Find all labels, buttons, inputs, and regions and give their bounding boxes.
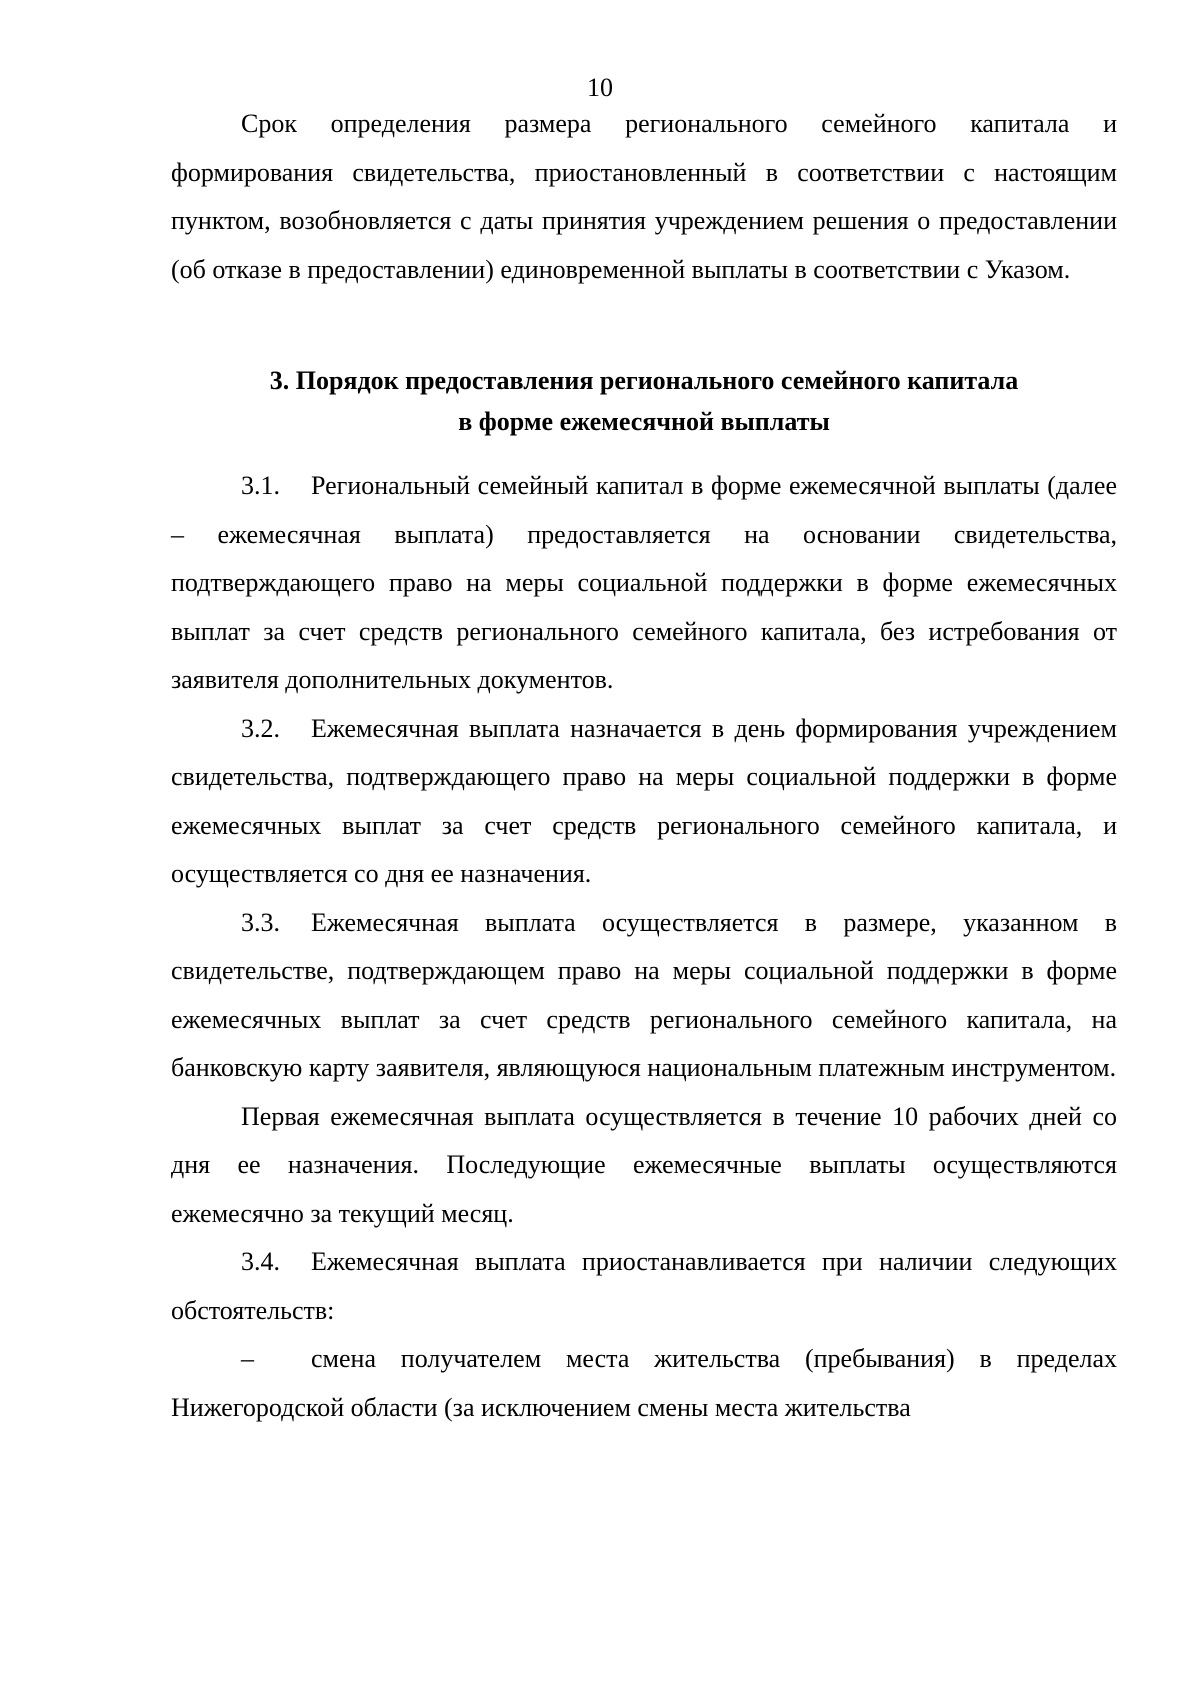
paragraph-3-3: [171, 899, 1117, 1093]
list-dash: –: [241, 1344, 254, 1373]
paragraph-3-2: [171, 705, 1117, 899]
list-item-dash: [171, 1335, 1117, 1432]
paragraph-number: 3.4.: [241, 1247, 280, 1276]
section-heading-line-2: в форме ежемесячной выплаты: [458, 407, 830, 436]
paragraph-first-payment: Первая ежемесячная выплата осуществляется в течение 10 рабочих дней со дня ее назначения. Последующие ежемесячные выплаты осуществляются ежемесячно за текущий месяц.: [171, 1101, 1117, 1228]
intro-paragraph: Срок определения размера регионального семейного капитала и формирования свидетельства, приостановленный в соответствии с настоящим пунктом, возобновляется с даты принятия учреждением решения о предоставлении (об отказе в предоставлении) единовременной выплаты в соответствии с Указом.: [171, 109, 1117, 284]
paragraph-text: Ежемесячная выплата осуществляется в размере, указанном в свидетельстве, подтверждающем право на меры социальной поддержки в форме ежемесячных выплат за счет средств регионального семейного капитала, на банковскую карту заявителя, являющуюся национальным платежным инструментом.: [171, 907, 1117, 1082]
paragraph-number: 3.1.: [241, 471, 280, 500]
paragraph-3-4: [171, 1238, 1117, 1335]
paragraph-text: Ежемесячная выплата приостанавливается при наличии следующих обстоятельств:: [171, 1247, 1117, 1325]
paragraph-3-1: [171, 462, 1117, 705]
paragraph-text: Ежемесячная выплата назначается в день формирования учреждением свидетельства, подтверждающего право на меры социальной поддержки в форме ежемесячных выплат за счет средств регионального семейного капитала, и осуществляется со дня ее назначения.: [171, 713, 1117, 888]
section-body: [171, 462, 1117, 1432]
paragraph-number: 3.2.: [241, 713, 280, 743]
intro-block: [171, 100, 1117, 294]
section-heading-line-1: 3. Порядок предоставления регионального семейного капитала: [269, 366, 1019, 395]
paragraph-text: Региональный семейный капитал в форме ежемесячной выплаты (далее – ежемесячная выплата) предоставляется на основании свидетельства, подтверждающего право на меры социальной поддержки в форме ежемесячных выплат за счет средств регионального семейного капитала, без истребования от заявителя дополнительных документов.: [171, 471, 1117, 694]
page-number: 10: [587, 73, 613, 102]
paragraph-number: 3.3.: [241, 907, 280, 937]
section-heading: [171, 360, 1117, 442]
list-item-text: смена получателем места жительства (пребывания) в пределах Нижегородской области (за исключением смены места жительства: [171, 1344, 1117, 1422]
